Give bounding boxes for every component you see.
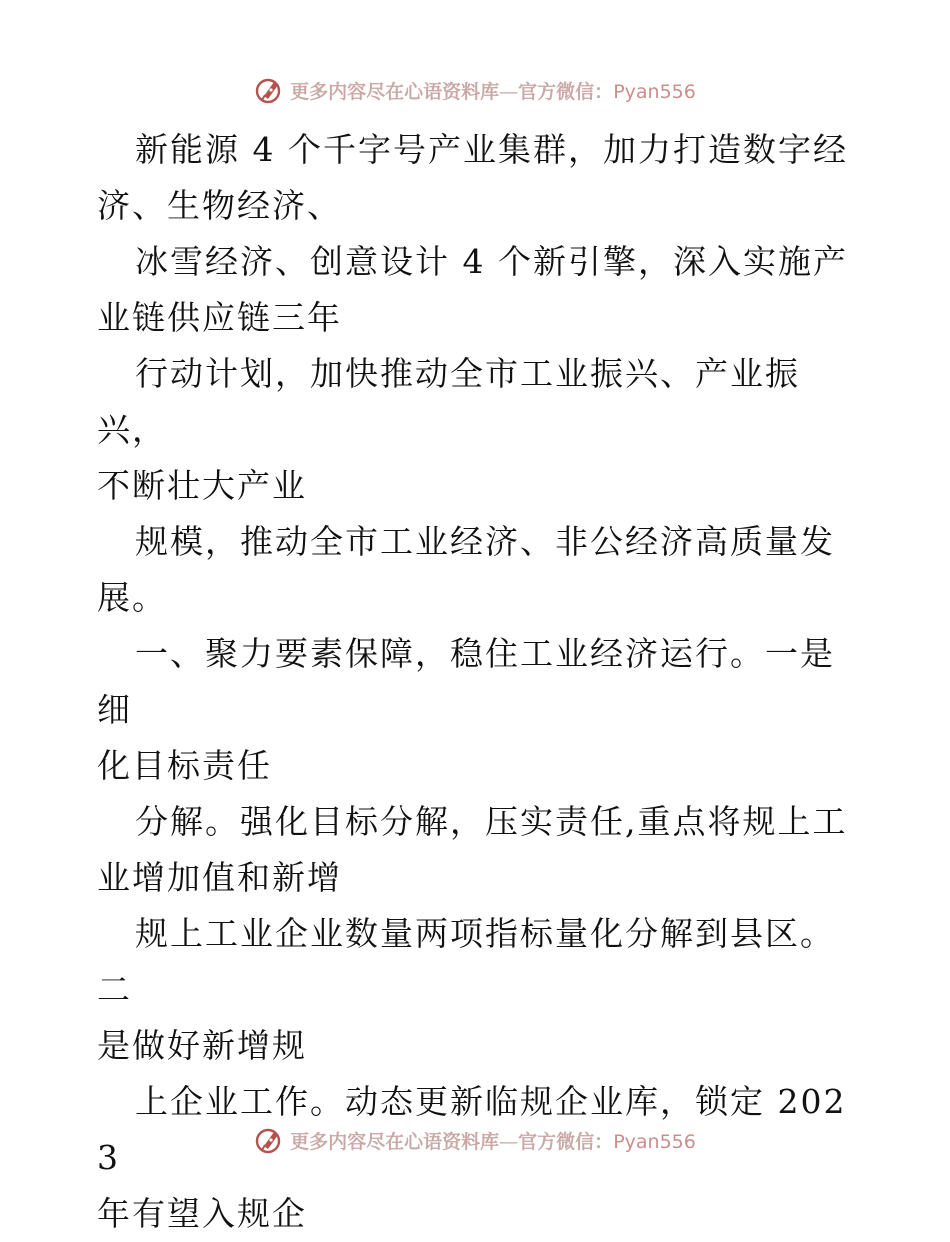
paragraph-line: 新能源 4 个千字号产业集群，加力打造数字经 (135, 130, 848, 169)
document-body (97, 122, 857, 1242)
paragraph-line: 化目标责任 (97, 746, 272, 785)
watermark-site-text: 更多内容尽在心语资料库 (290, 80, 500, 103)
paragraph-line: 冰雪经济、创意设计 4 个新引擎，深入实施产 (135, 242, 848, 281)
paragraph-line: 行动计划，加快推动全市工业振兴、产业振兴， (97, 354, 800, 449)
paragraph-5 (97, 626, 857, 794)
paragraph-line: 规上工业企业数量两项指标量化分解到县区。二 (97, 914, 835, 1009)
paragraph-line: 是做好新增规 (97, 1026, 307, 1065)
pen-nib-circle-icon (254, 74, 286, 106)
paragraph-line: 一、聚力要素保障，稳住工业经济运行。一是细 (97, 634, 835, 729)
paragraph-line: 年有望入规企 (97, 1194, 307, 1233)
watermark-site-text: 更多内容尽在心语资料库 (290, 1130, 500, 1153)
footer-watermark (0, 1120, 950, 1160)
paragraph-3 (97, 346, 857, 514)
paragraph-line: 业链供应链三年 (97, 298, 342, 337)
paragraph-7 (97, 906, 857, 1074)
paragraph-line: 不断壮大产业 (97, 466, 307, 505)
paragraph-line: 规模，推动全市工业经济、非公经济高质量发 (135, 522, 835, 561)
header-watermark (0, 70, 950, 110)
watermark-official-label: 官方微信： (518, 80, 614, 103)
paragraph-line: 展。 (97, 578, 167, 617)
pen-nib-circle-icon (254, 1124, 286, 1156)
watermark-text (290, 77, 696, 104)
paragraph-4 (97, 514, 857, 626)
paragraph-2 (97, 234, 857, 346)
paragraph-line: 业增加值和新增 (97, 858, 342, 897)
paragraph-line: 上企业工作。动态更新临规企业库，锁定 2023 (97, 1082, 847, 1177)
watermark-dash: — (499, 80, 519, 103)
paragraph-6 (97, 794, 857, 906)
watermark-text (290, 1127, 696, 1154)
watermark-wechat-id: Pyan556 (613, 80, 696, 103)
paragraph-1 (97, 122, 857, 234)
watermark-official-label: 官方微信： (518, 1130, 614, 1153)
paragraph-line: 济、生物经济、 (97, 186, 342, 225)
watermark-dash: — (499, 1130, 519, 1153)
paragraph-line: 分解。强化目标分解，压实责任,重点将规上工 (135, 802, 848, 841)
watermark-wechat-id: Pyan556 (613, 1130, 696, 1153)
